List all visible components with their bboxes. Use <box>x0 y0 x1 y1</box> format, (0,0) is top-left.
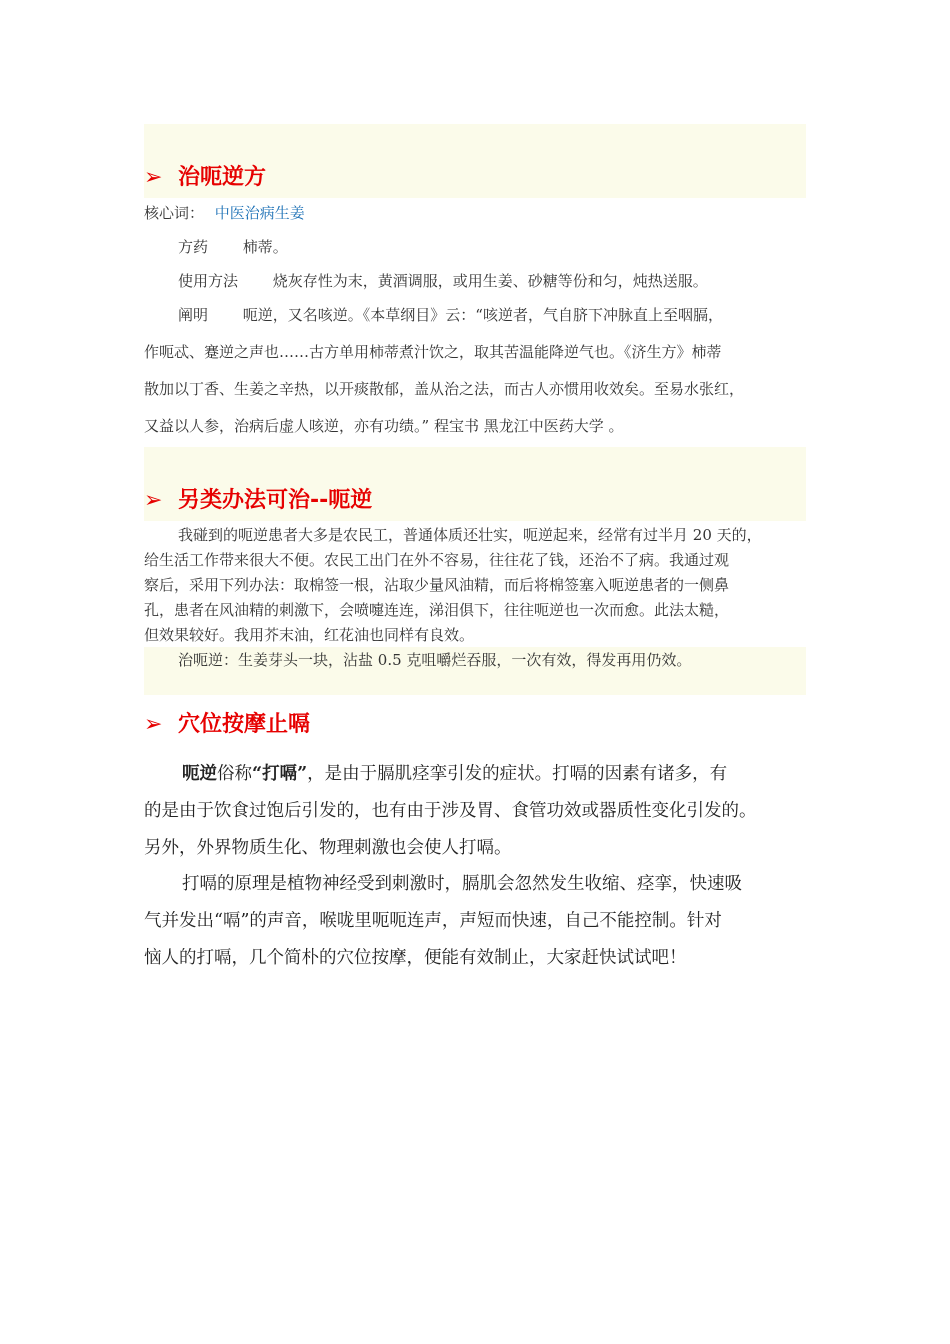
s3-bold-term-2: “打嗝” <box>252 764 308 784</box>
method-label: 使用方法 <box>178 272 239 290</box>
s3-bold-term-1: 呃逆 <box>182 764 217 784</box>
s3-text-1: 俗称 <box>217 764 252 784</box>
s2-p1-line-5: 但效果较好。我用芥末油，红花油也同样有良效。 <box>144 626 475 644</box>
arrow-bullet-icon: ➢ <box>144 488 163 513</box>
explain-line-1 <box>178 304 723 325</box>
s2-p1-line-3: 察后，采用下列办法：取棉签一根，沾取少量风油精，而后将棉签塞入呃逆患者的一侧鼻 <box>144 576 730 594</box>
arrow-bullet-icon: ➢ <box>144 712 163 737</box>
keywords-label: 核心词： <box>144 204 205 222</box>
method-value: 烧灰存性为末，黄酒调服，或用生姜、砂糖等份和匀，炖热送服。 <box>272 272 708 290</box>
explain-line-2: 作呃忒、蹇逆之声也……古方单用柿蒂煮汁饮之，取其苦温能降逆气也。《济生方》柿蒂 <box>144 343 722 361</box>
s3-p2-line-2: 气并发出“嗝”的声音，喉咙里呃呃连声，声短而快速，自己不能控制。针对 <box>144 911 722 931</box>
explain-text-1: 呃逆，又名咳逆。《本草纲目》云：“咳逆者，气自脐下冲脉直上至咽膈， <box>242 306 723 324</box>
keywords-link[interactable]: 中医治病生姜 <box>214 204 305 222</box>
s2-p1-line-1: 我碰到的呃逆患者大多是农民工，普通体质还壮实，呃逆起来，经常有过半月 20 天的， <box>178 526 762 544</box>
section-2-title: 另类办法可治--呃逆 <box>178 488 373 513</box>
s3-p2-line-3: 恼人的打嗝，几个简朴的穴位按摩，便能有效制止，大家赶快试试吧！ <box>144 948 687 968</box>
s2-p1-line-4: 孔，患者在风油精的刺激下，会喷嚏连连，涕泪俱下，往往呃逆也一次而愈。此法太糙， <box>144 601 730 619</box>
section-1-heading <box>144 160 266 191</box>
s3-text-2: ，是由于膈肌痉挛引发的症状。打嗝的因素有诸多，有 <box>307 764 728 784</box>
fangyao-line <box>178 236 288 257</box>
arrow-bullet-icon: ➢ <box>144 165 163 190</box>
explain-line-3: 散加以丁香、生姜之辛热，以开痰散郁，盖从治之法，而古人亦惯用收效矣。至易水张红， <box>144 380 745 398</box>
s2-p1-line-2: 给生活工作带来很大不便。农民工出门在外不容易，往往花了钱，还治不了病。我通过观 <box>144 551 730 569</box>
explain-line-4: 又益以人参，治病后虚人咳逆，亦有功绩。” 程宝书 黑龙江中医药大学 。 <box>144 417 624 435</box>
fangyao-label: 方药 <box>178 238 209 256</box>
section-2-heading <box>144 483 372 514</box>
s3-p2-line-1: 打嗝的原理是植物神经受到刺激时，膈肌会忽然发生收缩、痉挛，快速吸 <box>182 874 742 894</box>
method-line <box>178 270 708 291</box>
s2-p2-line-1: 治呃逆：生姜芽头一块，沾盐 0.5 克咀嚼烂吞服，一次有效，得发再用仍效。 <box>178 651 692 669</box>
s3-p1-line-1 <box>182 760 727 785</box>
fangyao-value: 柿蒂。 <box>242 238 288 256</box>
section-3-heading <box>144 707 310 738</box>
section-3-title: 穴位按摩止嗝 <box>178 712 311 737</box>
section-1-title: 治呃逆方 <box>178 165 267 190</box>
keywords-line <box>144 202 305 223</box>
explain-label: 阐明 <box>178 306 209 324</box>
s3-p1-line-2: 的是由于饮食过饱后引发的，也有由于涉及胃、食管功效或器质性变化引发的。 <box>144 801 757 821</box>
s3-p1-line-3: 另外，外界物质生化、物理刺激也会使人打嗝。 <box>144 838 512 858</box>
